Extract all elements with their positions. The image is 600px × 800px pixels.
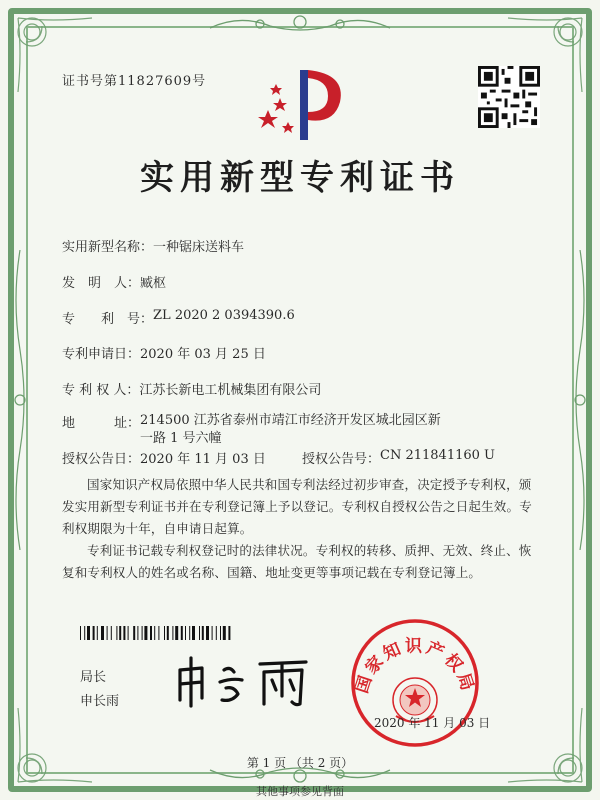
barcode-bar	[228, 626, 230, 640]
field-inventor	[62, 272, 166, 291]
field-value: ZL 2020 2 0394390.6	[153, 308, 295, 323]
seal-text: 国家知识产权局	[352, 636, 478, 696]
barcode-bar	[142, 626, 143, 640]
barcode-bar	[220, 626, 221, 640]
barcode-bar	[144, 626, 147, 640]
barcode-bar	[154, 626, 155, 640]
patent-office-logo	[254, 64, 354, 144]
field-label: 专 利 权 人：	[62, 383, 140, 398]
field-label: 地 址：	[62, 416, 141, 431]
barcode-bar	[119, 626, 121, 640]
barcode-bar	[202, 626, 204, 640]
barcode-bar	[216, 626, 217, 640]
director-title: 局长	[80, 670, 107, 685]
barcode-bar	[133, 626, 135, 640]
barcode-bar	[116, 626, 117, 640]
barcode-bar	[93, 626, 95, 640]
barcode-bar	[185, 626, 186, 640]
barcode-bar	[97, 626, 98, 640]
page-number: 第 1 页 （共 2 页）	[246, 756, 354, 770]
field-label: 授权公告日：	[62, 452, 141, 467]
field-value: 2020 年 11 月 03 日	[140, 452, 266, 467]
field-filing-date	[62, 343, 266, 362]
top-border-ornament	[200, 12, 400, 34]
paragraph-legal-status: 专利证书记载专利权登记时的法律状况。专利权的转移、质押、无效、终止、恢复和专利权人的姓名或名称、国籍、地址变更等事项记载在专利登记簿上。	[62, 543, 532, 580]
barcode-bar	[150, 626, 152, 640]
seal-date: 2020 年 11 月 03 日	[374, 716, 491, 730]
field-value: CN 211841160 U	[380, 448, 495, 463]
field-grant-date	[62, 448, 266, 467]
field-value: 2020 年 03 月 25 日	[140, 347, 266, 362]
field-value: 臧枢	[140, 276, 167, 291]
barcode	[80, 626, 326, 640]
field-utility-model-name	[62, 236, 244, 255]
right-border-ornament	[570, 250, 590, 550]
qr-code	[478, 66, 540, 128]
corner-ornament-bottom-right	[504, 704, 588, 788]
barcode-bar	[107, 626, 108, 640]
barcode-bar	[181, 626, 183, 640]
left-border-ornament	[10, 250, 30, 550]
handwritten-signature	[168, 650, 318, 710]
certificate-number: 证书号第11827609号	[62, 74, 207, 89]
corner-ornament-bottom-left	[12, 704, 96, 788]
barcode-bar	[192, 626, 195, 640]
barcode-bar	[189, 626, 190, 640]
barcode-bar	[199, 626, 200, 640]
barcode-bar	[167, 626, 169, 640]
field-patentee	[62, 379, 321, 398]
certificate-title: 实用新型专利证书	[140, 158, 460, 198]
barcode-bar	[158, 626, 159, 640]
barcode-bar	[111, 626, 112, 640]
barcode-bar	[80, 626, 81, 640]
barcode-bar	[87, 626, 90, 640]
field-label: 授权公告号：	[302, 452, 381, 467]
bottom-note: 其他事项参见背面	[256, 785, 344, 798]
barcode-bar	[212, 626, 213, 640]
barcode-bar	[123, 626, 125, 640]
field-label: 发 明 人：	[62, 276, 141, 291]
barcode-bar	[101, 626, 104, 640]
paragraph-grant-statement: 国家知识产权局依照中华人民共和国专利法经过初步审查，决定授予专利权，颁发实用新型专利证书并在专利登记簿上予以登记。专利权自授权公告之日起生效。专利权期限为十年，自申请日起算。	[62, 477, 532, 536]
field-value: 一种锯床送料车	[153, 240, 245, 255]
director-name: 申长雨	[80, 694, 120, 709]
barcode-bar	[164, 626, 165, 640]
field-value: 214500 江苏省泰州市靖江市经济开发区城北园区新一路 1 号六幢	[140, 413, 441, 446]
barcode-bar	[206, 626, 209, 640]
field-label: 专利申请日：	[62, 347, 141, 362]
field-label: 实用新型名称：	[62, 240, 154, 255]
field-address	[62, 412, 450, 448]
barcode-bar	[128, 626, 129, 640]
barcode-bar	[172, 626, 173, 640]
barcode-bar	[84, 626, 85, 640]
field-grant-number	[302, 448, 495, 467]
barcode-bar	[223, 626, 226, 640]
field-label: 专 利 号：	[62, 312, 154, 327]
barcode-bar	[175, 626, 178, 640]
field-patent-number	[62, 308, 295, 327]
barcode-bar	[137, 626, 138, 640]
field-value: 江苏长新电工机械集团有限公司	[139, 383, 322, 398]
